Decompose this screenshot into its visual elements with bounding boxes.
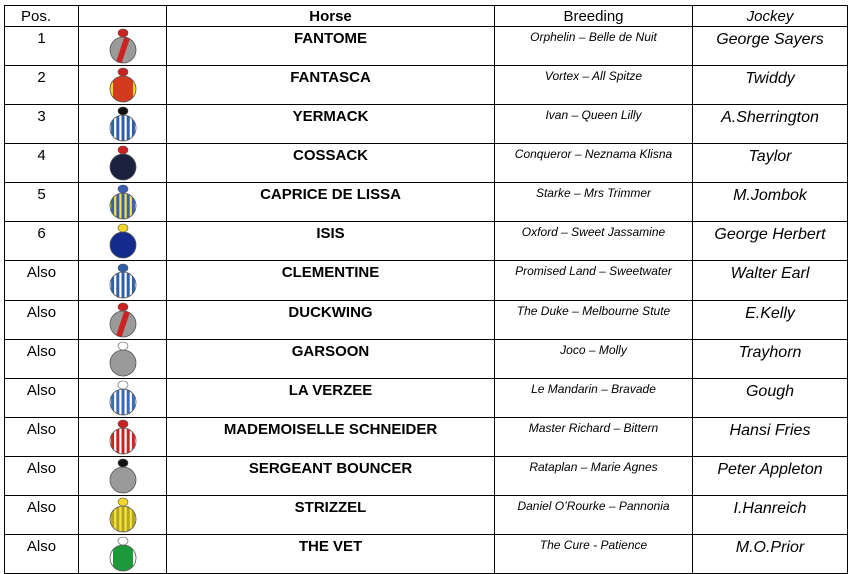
cell-pos: 1	[5, 27, 79, 66]
cell-jockey: M.O.Prior	[693, 535, 848, 574]
cell-horse: DUCKWING	[167, 301, 495, 340]
table-row	[5, 340, 848, 379]
cell-breeding: The Duke – Melbourne Stute	[495, 301, 693, 340]
table-row	[5, 418, 848, 457]
cell-breeding: Conqueror – Neznama Klisna	[495, 144, 693, 183]
table-row	[5, 535, 848, 574]
header-horse: Horse	[167, 6, 495, 27]
jockey-silks-icon	[79, 222, 167, 261]
cell-horse: SERGEANT BOUNCER	[167, 457, 495, 496]
cell-horse: LA VERZEE	[167, 379, 495, 418]
cell-horse: FANTOME	[167, 27, 495, 66]
cell-jockey: George Sayers	[693, 27, 848, 66]
cell-breeding: Daniel O’Rourke – Pannonia	[495, 496, 693, 535]
cell-pos: Also	[5, 261, 79, 301]
jockey-silks-icon	[79, 379, 167, 418]
cell-jockey: Taylor	[693, 144, 848, 183]
cell-breeding: Le Mandarin – Bravade	[495, 379, 693, 418]
cell-pos: 2	[5, 66, 79, 105]
jockey-silks-icon	[79, 535, 167, 574]
cell-jockey: George Herbert	[693, 222, 848, 261]
cell-jockey: Trayhorn	[693, 340, 848, 379]
jockey-silks-icon	[79, 66, 167, 105]
cell-jockey: I.Hanreich	[693, 496, 848, 535]
jockey-silks-icon	[79, 27, 167, 66]
table-row	[5, 301, 848, 340]
jockey-silks-icon	[79, 183, 167, 222]
cell-jockey: Hansi Fries	[693, 418, 848, 457]
jockey-silks-icon	[79, 457, 167, 496]
cell-jockey: Peter Appleton	[693, 457, 848, 496]
cell-jockey: Walter Earl	[693, 261, 848, 301]
table-row	[5, 379, 848, 418]
cell-pos: Also	[5, 496, 79, 535]
header-jockey: Jockey	[693, 6, 848, 27]
table-row	[5, 66, 848, 105]
table-row	[5, 496, 848, 535]
jockey-silks-icon	[79, 261, 167, 301]
cell-jockey: Gough	[693, 379, 848, 418]
cell-horse: ISIS	[167, 222, 495, 261]
cell-breeding: The Cure - Patience	[495, 535, 693, 574]
cell-breeding: Vortex – All Spitze	[495, 66, 693, 105]
table-row	[5, 183, 848, 222]
cell-breeding: Joco – Molly	[495, 340, 693, 379]
jockey-silks-icon	[79, 418, 167, 457]
header-breeding: Breeding	[495, 6, 693, 27]
jockey-silks-icon	[79, 144, 167, 183]
cell-pos: 5	[5, 183, 79, 222]
cell-jockey: A.Sherrington	[693, 105, 848, 144]
cell-horse: MADEMOISELLE SCHNEIDER	[167, 418, 495, 457]
cell-breeding: Oxford – Sweet Jassamine	[495, 222, 693, 261]
table-row	[5, 144, 848, 183]
cell-pos: 4	[5, 144, 79, 183]
cell-horse: FANTASCA	[167, 66, 495, 105]
cell-pos: 6	[5, 222, 79, 261]
cell-breeding: Promised Land – Sweetwater	[495, 261, 693, 301]
cell-pos: Also	[5, 340, 79, 379]
cell-breeding: Rataplan – Marie Agnes	[495, 457, 693, 496]
results-table	[4, 5, 848, 574]
cell-pos: Also	[5, 379, 79, 418]
table-row	[5, 261, 848, 301]
cell-breeding: Master Richard – Bittern	[495, 418, 693, 457]
cell-horse: COSSACK	[167, 144, 495, 183]
header-row	[5, 6, 848, 27]
cell-horse: CAPRICE DE LISSA	[167, 183, 495, 222]
cell-horse: YERMACK	[167, 105, 495, 144]
cell-pos: Also	[5, 301, 79, 340]
table-row	[5, 105, 848, 144]
table-row	[5, 457, 848, 496]
cell-breeding: Ivan – Queen Lilly	[495, 105, 693, 144]
cell-horse: THE VET	[167, 535, 495, 574]
cell-jockey: Twiddy	[693, 66, 848, 105]
cell-jockey: E.Kelly	[693, 301, 848, 340]
header-silks	[79, 6, 167, 27]
header-pos: Pos.	[5, 6, 79, 27]
cell-breeding: Orphelin – Belle de Nuit	[495, 27, 693, 66]
cell-pos: Also	[5, 535, 79, 574]
table-row	[5, 27, 848, 66]
jockey-silks-icon	[79, 301, 167, 340]
cell-horse: CLEMENTINE	[167, 261, 495, 301]
table-row	[5, 222, 848, 261]
jockey-silks-icon	[79, 496, 167, 535]
jockey-silks-icon	[79, 105, 167, 144]
cell-pos: 3	[5, 105, 79, 144]
jockey-silks-icon	[79, 340, 167, 379]
cell-pos: Also	[5, 457, 79, 496]
cell-horse: GARSOON	[167, 340, 495, 379]
cell-pos: Also	[5, 418, 79, 457]
cell-jockey: M.Jombok	[693, 183, 848, 222]
cell-horse: STRIZZEL	[167, 496, 495, 535]
cell-breeding: Starke – Mrs Trimmer	[495, 183, 693, 222]
